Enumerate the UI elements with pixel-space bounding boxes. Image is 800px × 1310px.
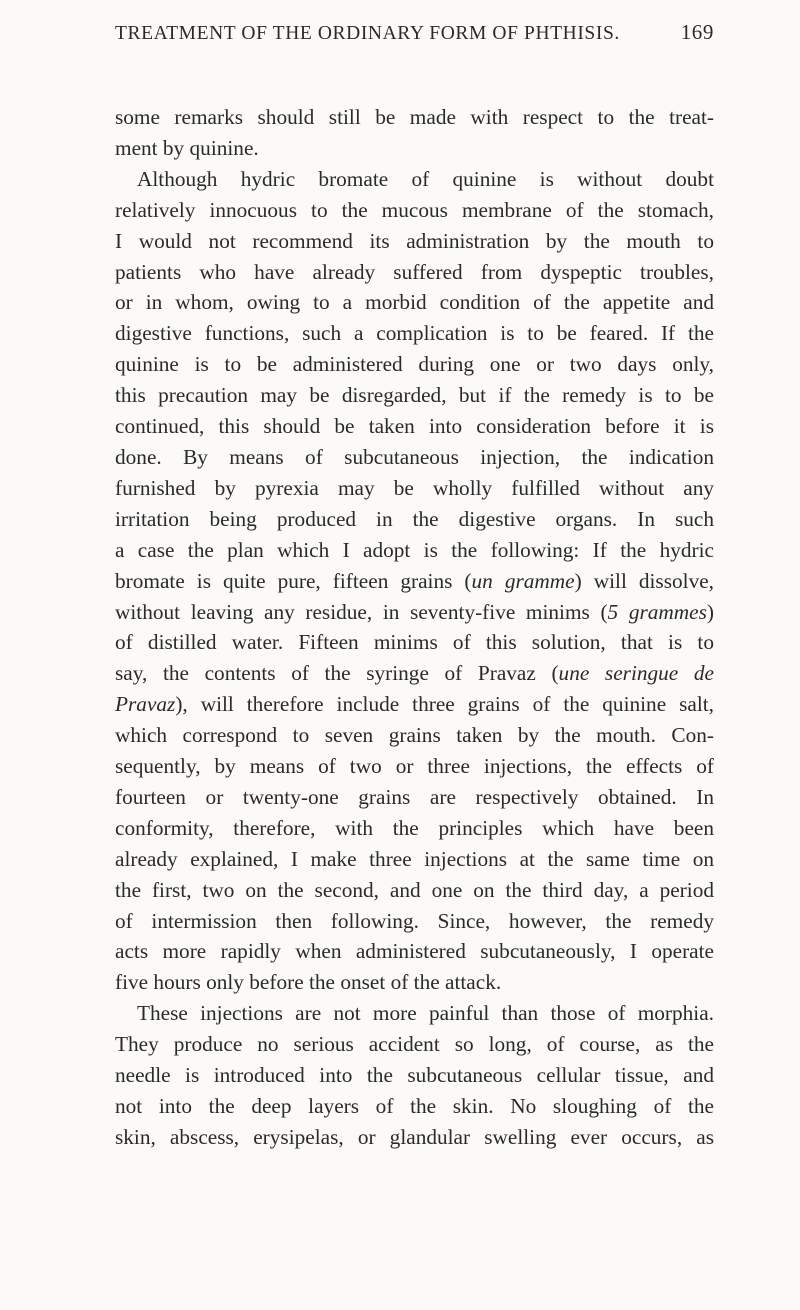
text-line: ment by quinine.: [115, 135, 259, 160]
text-line: fourteen or twenty-one grains are respectively obtained. In: [115, 784, 714, 809]
text-line: patients who have already suffered from dyspeptic troubles,: [115, 259, 714, 284]
text-line: continued, this should be taken into consideration before it is: [115, 414, 714, 439]
text-line: relatively innocuous to the mucous membrane of the stomach,: [115, 197, 714, 222]
text-line: skin, abscess, erysipelas, or glandular swelling ever occurs, as: [115, 1124, 714, 1149]
page-number: 169: [680, 20, 714, 44]
text-line: irritation being produced in the digestive organs. In such: [115, 506, 714, 531]
text-line: say, the contents of the syringe of Pravaz (une seringue de: [115, 661, 714, 686]
text-line: Pravaz), will therefore include three grains of the quinine salt,: [115, 692, 714, 717]
text-line: sequently, by means of two or three injections, the effects of: [115, 754, 714, 779]
text-line: acts more rapidly when administered subcutaneously, I operate: [115, 939, 714, 964]
running-title: TREATMENT OF THE ORDINARY FORM OF PHTHISIS.: [115, 23, 620, 44]
text-line: of distilled water. Fifteen minims of this solution, that is to: [115, 630, 714, 655]
text-line: already explained, I make three injections at the same time on: [115, 846, 714, 871]
text-line: quinine is to be administered during one or two days only,: [115, 352, 714, 377]
text-line: not into the deep layers of the skin. No sloughing of the: [115, 1094, 714, 1118]
text-line: Although hydric bromate of quinine is without doubt: [137, 166, 714, 191]
running-head: [115, 20, 714, 54]
text-line: digestive functions, such a complication is to be feared. If the: [115, 321, 714, 346]
body-text: [115, 102, 714, 1153]
text-line: needle is introduced into the subcutaneous cellular tissue, and: [115, 1063, 714, 1088]
text-line: without leaving any residue, in seventy-five minims (5 grammes): [115, 599, 715, 624]
text-line: this precaution may be disregarded, but if the remedy is to be: [115, 383, 714, 408]
text-line: They produce no serious accident so long, of course, as the: [115, 1032, 714, 1057]
text-line: five hours only before the onset of the attack.: [115, 970, 502, 995]
text-line: or in whom, owing to a morbid condition of the appetite and: [115, 290, 714, 315]
text-line: of intermission then following. Since, however, the remedy: [115, 908, 714, 933]
text-line: some remarks should still be made with respect to the treat-: [115, 105, 714, 129]
text-line: done. By means of subcutaneous injection, the indication: [115, 444, 714, 469]
text-line: the first, two on the second, and one on the third day, a period: [115, 877, 714, 902]
text-line: These injections are not more painful than those of morphia.: [137, 1001, 714, 1026]
text-line: furnished by pyrexia may be wholly fulfilled without any: [115, 475, 714, 500]
text-line: a case the plan which I adopt is the following: If the hydric: [115, 537, 714, 562]
text-line: bromate is quite pure, fifteen grains (un gramme) will dissolve,: [115, 568, 714, 593]
text-line: which correspond to seven grains taken by the mouth. Con-: [115, 723, 714, 748]
text-line: I would not recommend its administration by the mouth to: [115, 228, 714, 253]
text-line: conformity, therefore, with the principles which have been: [115, 815, 714, 840]
